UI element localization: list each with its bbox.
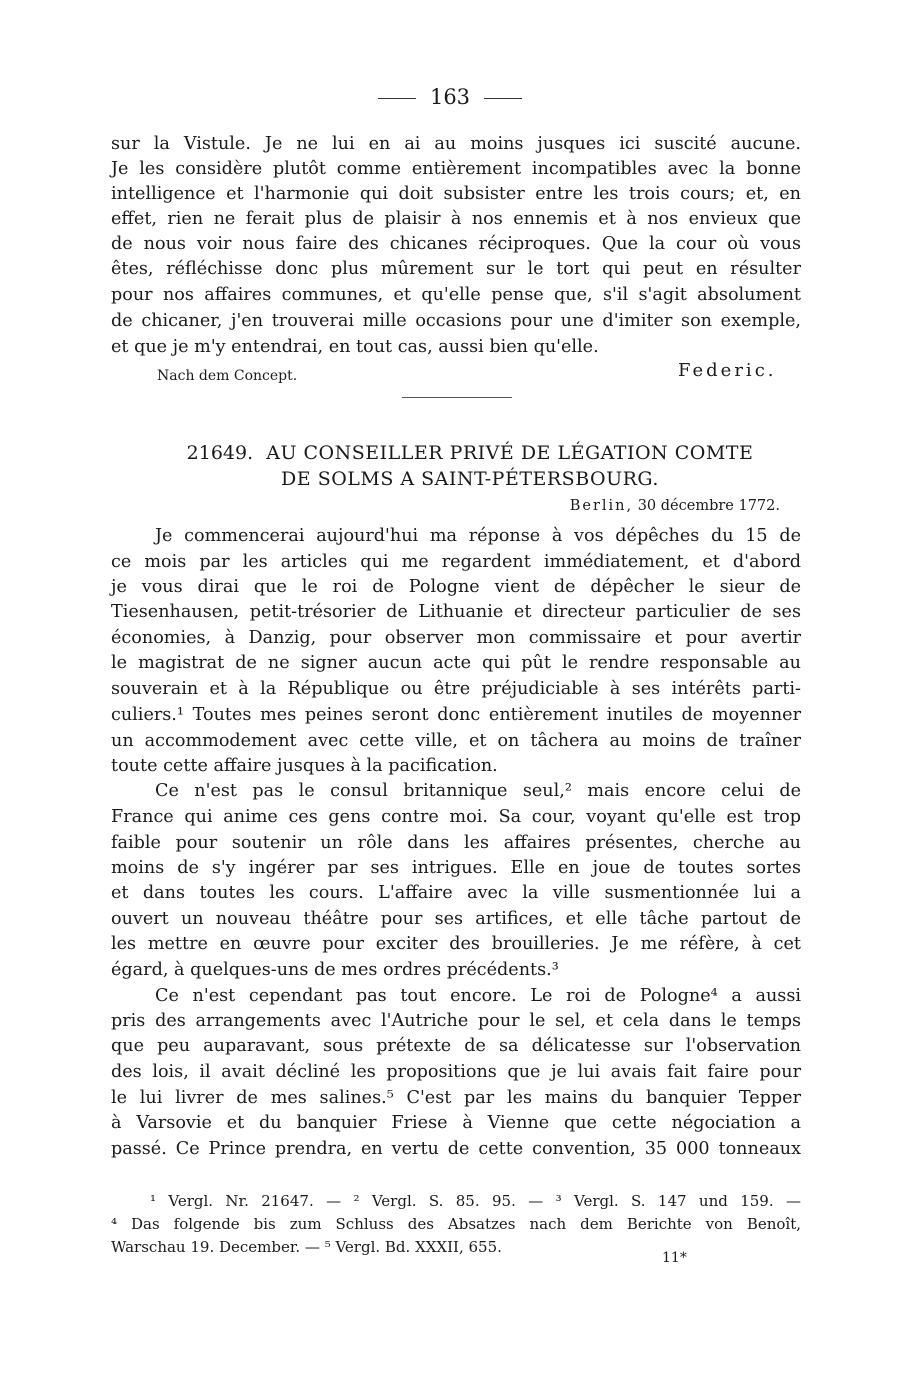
text-line: culiers.¹ Toutes mes peines seront donc entièrement inutiles de moyenner bbox=[111, 705, 801, 725]
footnote-line: ⁴ Das folgende bis zum Schluss des Absatzes nach dem Berichte von Benoît, bbox=[111, 1215, 801, 1233]
letter-number: 21649. bbox=[186, 442, 254, 464]
text-line: passé. Ce Prince prendra, en vertu de cette convention, 35 000 tonneaux bbox=[111, 1139, 801, 1159]
text-line: effet, rien ne ferait plus de plaisir à nos ennemis et à nos envieux que bbox=[111, 209, 801, 229]
section-divider bbox=[402, 397, 512, 398]
text-line: moins de s'y ingérer par ses intrigues. Elle en joue de toutes sortes bbox=[111, 858, 801, 878]
date-value: 30 décembre 1772. bbox=[637, 498, 780, 514]
text-line: êtes, réfléchisse donc plus mûrement sur le tort qui peut en résulter bbox=[111, 259, 801, 279]
text-line: Ce n'est pas le consul britannique seul,² mais encore celui de bbox=[155, 781, 801, 801]
text-line: Je les considère plutôt comme entièrement incompatibles avec la bonne bbox=[111, 159, 801, 179]
text-line: des lois, il avait décliné les propositions que je lui avais fait faire pour bbox=[111, 1062, 801, 1082]
header-dash-right bbox=[484, 98, 522, 99]
text-line: et dans toutes les cours. L'affaire avec la ville susmentionnée lui a bbox=[111, 883, 801, 903]
text-line: souverain et à la République ou être préjudiciable à ses intérêts parti- bbox=[111, 679, 801, 699]
text-line: faible pour soutenir un rôle dans les affaires présentes, cherche au bbox=[111, 833, 801, 853]
text-line: ouvert un nouveau théâtre pour ses artifices, et elle tâche partout de bbox=[111, 909, 801, 929]
text-line: le lui livrer de mes salines.⁵ C'est par les mains du banquier Tepper bbox=[111, 1088, 801, 1108]
text-line: pour nos affaires communes, et qu'elle pense que, s'il s'agit absolument bbox=[111, 285, 801, 305]
text-line: les mettre en œuvre pour exciter des brouilleries. Je me réfère, à cet bbox=[111, 934, 801, 954]
text-line: et que je m'y entendrai, en tout cas, aussi bien qu'elle. bbox=[111, 337, 599, 357]
text-line: que peu auparavant, sous prétexte de sa délicatesse sur l'observation bbox=[111, 1036, 801, 1056]
page-header bbox=[0, 84, 900, 110]
text-line: je vous dirai que le roi de Pologne vient de dépêcher le sieur de bbox=[111, 577, 801, 597]
page-number: 163 bbox=[429, 85, 471, 109]
signature: Federic. bbox=[678, 360, 777, 381]
footnote-line: Warschau 19. December. — ⁵ Vergl. Bd. XXXII, 655. bbox=[111, 1238, 502, 1256]
date-place: Berlin, bbox=[569, 498, 634, 514]
text-line: sur la Vistule. Je ne lui en ai au moins jusques ici suscité aucune. bbox=[111, 134, 801, 154]
text-line: le magistrat de ne signer aucun acte qui pût le rendre responsable au bbox=[111, 653, 801, 673]
text-line: de chicaner, j'en trouverai mille occasions pour une d'imiter son exemple, bbox=[111, 311, 801, 331]
text-line: Ce n'est cependant pas tout encore. Le roi de Pologne⁴ a aussi bbox=[155, 986, 801, 1006]
text-line: ce mois par les articles qui me regardent immédiatement, et d'abord bbox=[111, 552, 801, 572]
text-line: Tiesenhausen, petit-trésorier de Lithuanie et directeur particulier de ses bbox=[111, 602, 801, 622]
letter-title-line2: DE SOLMS A SAINT-PÉTERSBOURG. bbox=[281, 468, 659, 490]
text-line: un accommodement avec cette ville, et on tâchera au moins de traîner bbox=[111, 731, 801, 751]
source-note: Nach dem Concept. bbox=[157, 368, 298, 384]
text-line: de nous voir nous faire des chicanes réciproques. Que la cour où vous bbox=[111, 234, 801, 254]
text-line: pris des arrangements avec l'Autriche pour le sel, et cela dans le temps bbox=[111, 1011, 801, 1031]
text-line: France qui anime ces gens contre moi. Sa cour, voyant qu'elle est trop bbox=[111, 807, 801, 827]
text-line: à Varsovie et du banquier Friese à Vienne que cette négociation a bbox=[111, 1113, 801, 1133]
text-line: égard, à quelques-uns de mes ordres précédents.³ bbox=[111, 960, 559, 980]
text-line: économies, à Danzig, pour observer mon commissaire et pour avertir bbox=[111, 628, 801, 648]
footnote-line: ¹ Vergl. Nr. 21647. — ² Vergl. S. 85. 95. — ³ Vergl. S. 147 und 159. — bbox=[150, 1192, 801, 1210]
letter-date bbox=[570, 498, 780, 514]
text-line: intelligence et l'harmonie qui doit subsister entre les trois cours; et, en bbox=[111, 184, 801, 204]
text-line: toute cette affaire jusques à la pacification. bbox=[111, 756, 498, 776]
sheet-signature: 11* bbox=[662, 1250, 687, 1266]
header-dash-left bbox=[378, 98, 416, 99]
text-line: Je commencerai aujourd'hui ma réponse à vos dépêches du 15 de bbox=[155, 526, 801, 546]
letter-title bbox=[110, 440, 830, 466]
letter-title-line1: AU CONSEILLER PRIVÉ DE LÉGATION COMTE bbox=[266, 442, 754, 464]
